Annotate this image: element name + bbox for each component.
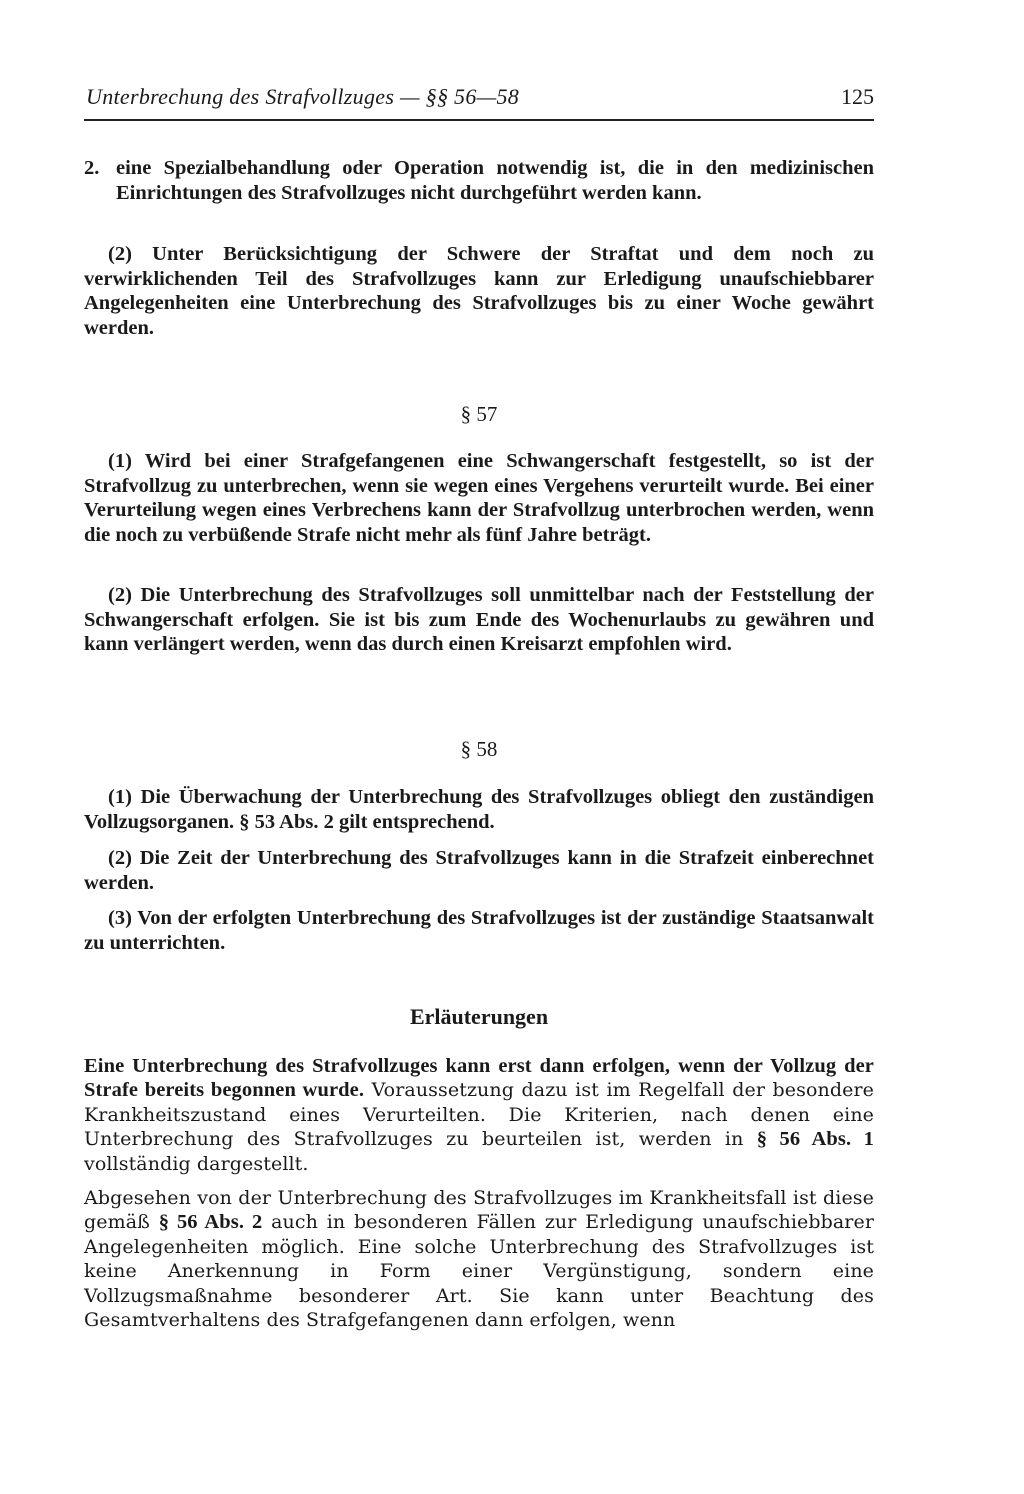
erlaeuterungen-heading: Erläuterungen [409, 1004, 549, 1029]
s56-paragraph-2-text: (2) Unter Berücksichtigung der Schwere der Straftat und dem noch zu verwirklichenden Teil des Strafvollzuges kann zur Erledigung unaufschiebbarer Angelegenheiten eine Unterbrechung des Strafvollzuges bis zu einer Woche gewährt werden. [84, 243, 874, 339]
running-head-title: Unterbrechung des Strafvollzuges — §§ 56—58 [86, 84, 520, 109]
s58-paragraph-2-text: (2) Die Zeit der Unterbrechung des Strafvollzuges kann in die Strafzeit einberechnet werden. [84, 847, 874, 894]
s56-item-2 [84, 156, 874, 205]
s58-paragraph-3 [84, 906, 874, 955]
commentary-p1-bold: Eine Unterbrechung des Strafvollzuges kann erst dann erfolgen, wenn der Vollzug der Strafe bereits begonnen wurde. [84, 1055, 874, 1102]
s56-item-2-number: 2. [84, 157, 100, 179]
section-57-heading: § 57 [460, 402, 498, 426]
commentary-p2-reference: § 56 Abs. 2 [158, 1211, 263, 1234]
commentary-p1-reference: § 56 Abs. 1 [756, 1128, 875, 1151]
commentary-p1-rest-a: Voraussetzung dazu ist im Regelfall der besondere Krankheitszustand eines Verurteilten. Die Kriterien, nach denen eine Unterbrechung des Strafvollzuges zu beurteilen ist, werden in [84, 1079, 874, 1151]
running-head [84, 84, 874, 114]
commentary-paragraph-1-text [84, 1054, 874, 1176]
page-number: 125 [841, 84, 874, 109]
s57-paragraph-2 [84, 583, 874, 657]
s58-paragraph-2 [84, 846, 874, 895]
s57-paragraph-2-text: (2) Die Unterbrechung des Strafvollzuges soll unmittelbar nach der Feststellung der Schwangerschaft erfolgen. Sie ist bis zum Ende des Wochenurlaubs zu gewähren und kann verlängert werden, wenn das durch einen Kreisarzt empfohlen wird. [84, 584, 874, 655]
s57-paragraph-1 [84, 449, 874, 547]
commentary-p1-rest-b: vollständig dargestellt. [84, 1152, 309, 1175]
commentary-p2-part-a: Abgesehen von der Unterbrechung des Strafvollzuges im Krankheitsfall ist diese gemäß [84, 1187, 874, 1234]
s58-paragraph-1-text: (1) Die Überwachung der Unterbrechung des Strafvollzuges obliegt den zuständigen Vollzugsorganen. § 53 Abs. 2 gilt entsprechend. [84, 786, 874, 833]
s56-item-2-text: eine Spezialbehandlung oder Operation notwendig ist, die in den medizinischen Einrichtungen des Strafvollzuges nicht durchgeführt werden kann. [116, 157, 874, 204]
section-58-heading: § 58 [460, 737, 498, 761]
commentary-paragraph-1 [84, 1054, 874, 1176]
commentary-p2-part-b: auch in besonderen Fällen zur Erledigung unaufschiebbarer Angelegenheiten möglich. Eine solche Unterbrechung des Strafvollzuges ist keine Anerkennung in Form einer Vergünstigung, sondern eine Vollzugsmaßnahme besonderer Art. Sie kann unter Beachtung des Gesamtverhaltens des Strafgefangenen dann erfolgen, wenn [84, 1211, 874, 1332]
commentary-paragraph-2 [84, 1186, 874, 1332]
s57-paragraph-1-text: (1) Wird bei einer Strafgefangenen eine Schwangerschaft festgestellt, so ist der Strafvollzug zu unterbrechen, wenn sie wegen eines Vergehens verurteilt wurde. Bei einer Verurteilung wegen eines Verbrechens kann der Strafvollzug unterbrochen werden, wenn die noch zu verbüßende Strafe nicht mehr als fünf Jahre beträgt. [84, 450, 874, 546]
header-rule [84, 119, 874, 121]
s56-paragraph-2 [84, 242, 874, 340]
s58-paragraph-3-text: (3) Von der erfolgten Unterbrechung des Strafvollzuges ist der zuständige Staatsanwalt zu unterrichten. [84, 907, 874, 954]
commentary-paragraph-2-text [84, 1186, 874, 1332]
s58-paragraph-1 [84, 785, 874, 834]
